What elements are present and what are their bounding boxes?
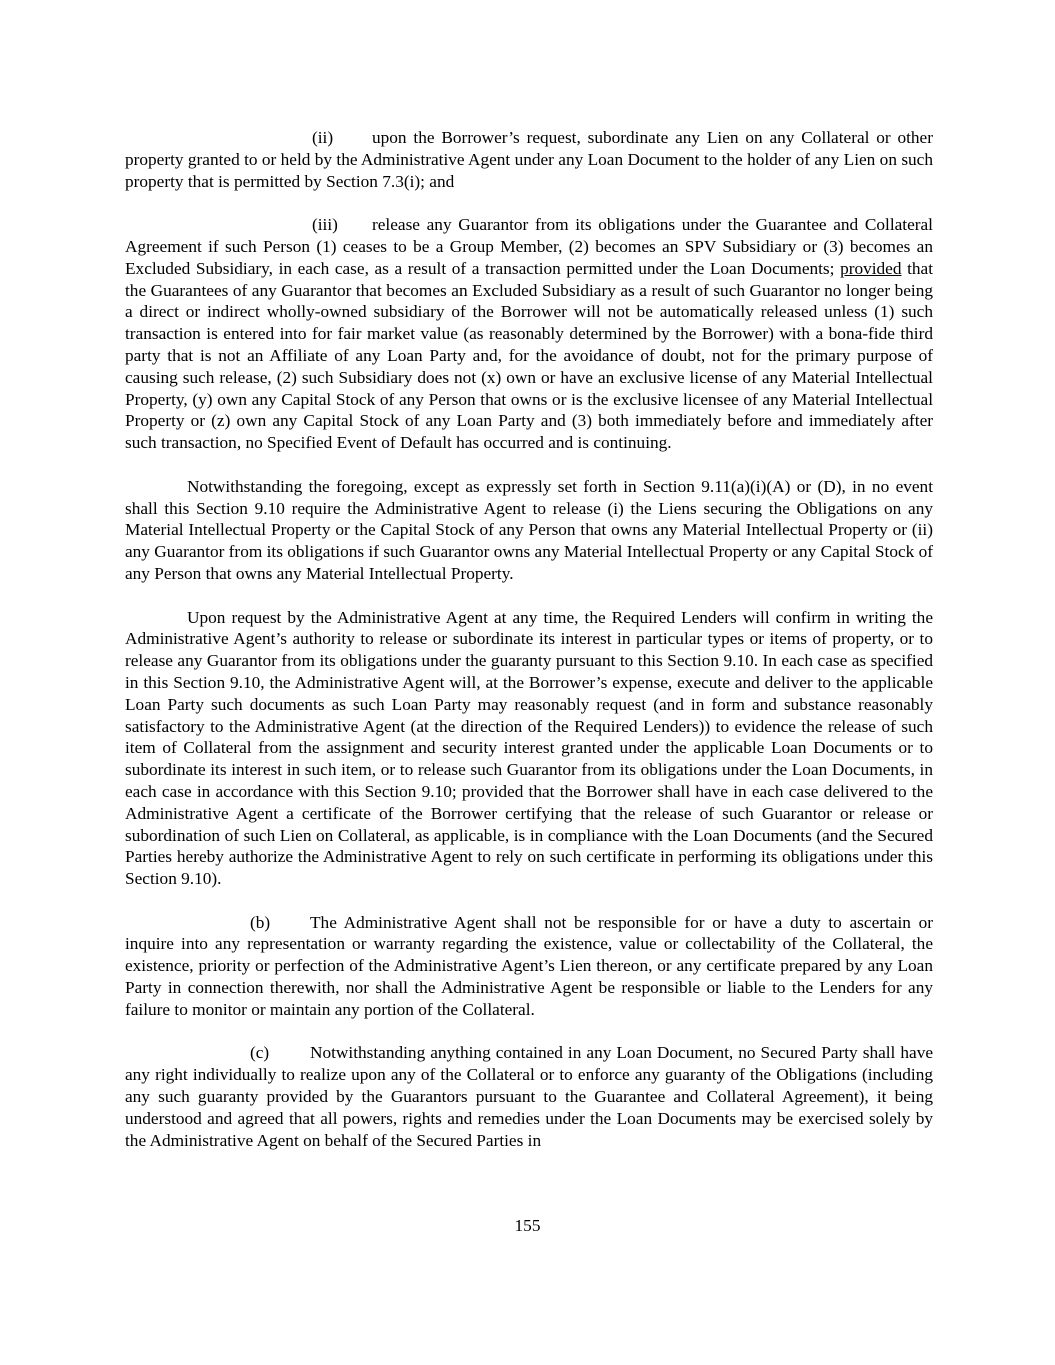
paragraph-ii-label: (ii) <box>312 128 334 147</box>
paragraph-iii-text-before: release any Guarantor from its obligations under the Guarantee and Collateral Agreement if such Person (1) ceases to be a Group Member, (2) becomes an SPV Subsidiary or (3) becomes an Excluded Subsidiary, in each case, as a result of a transaction permitted under the Loan Documents; <box>125 215 933 278</box>
provided-underlined: provided <box>840 258 902 278</box>
paragraph-iii-text-after: that the Guarantees of any Guarantor that becomes an Excluded Subsidiary as a result of such Guarantor no longer being a direct or indirect wholly-owned subsidiary of the Borrower will not be automatically released unless (1) such transaction is entered into for fair market value (as reasonably determined by the Borrower) with a bona-fide third party that is not an Affiliate of any Loan Party and, for the avoidance of doubt, not for the primary purpose of causing such release, (2) such Subsidiary does not (x) own or have an exclusive license of any Material Intellectual Property, (y) own any Capital Stock of any Person that owns or is the exclusive licensee of any Material Intellectual Property or (z) own any Capital Stock of any Loan Party and (3) both immediately before and immediately after such transaction, no Specified Event of Default has occurred and is continuing. <box>125 258 934 453</box>
paragraph-c-text: Notwithstanding anything contained in any Loan Document, no Secured Party shall have any right individually to realize upon any of the Collateral or to enforce any guaranty of the Obligations (including any such guaranty provided by the Guarantors pursuant to the Guarantee and Collateral Agreement), it being understood and agreed that all powers, rights and remedies under the Loan Documents may be exercised solely by the Administrative Agent on behalf of the Secured Parties in <box>125 1043 933 1150</box>
paragraph-iii <box>125 214 933 454</box>
page-number: 155 <box>514 1216 541 1235</box>
paragraph-notwithstanding: Notwithstanding the foregoing, except as expressly set forth in Section 9.11(a)(i)(A) or (D), in no event shall this Section 9.10 require the Administrative Agent to release (i) the Liens securing the Obligations on any Material Intellectual Property or the Capital Stock of any Person that owns any Material Intellectual Property or (ii) any Guarantor from its obligations if such Guarantor owns any Material Intellectual Property or any Capital Stock of any Person that owns any Material Intellectual Property. <box>125 476 933 583</box>
document-body <box>125 127 933 1151</box>
paragraph-b <box>125 912 933 1021</box>
paragraph-b-label: (b) <box>250 912 271 932</box>
paragraph-c <box>125 1042 933 1151</box>
paragraph-b-text: The Administrative Agent shall not be responsible for or have a duty to ascertain or inquire into any representation or warranty regarding the existence, value or collectability of the Collateral, the existence, priority or perfection of the Administrative Agent’s Lien thereon, or any certificate prepared by any Loan Party in connection therewith, nor shall the Administrative Agent be responsible or liable to the Lenders for any failure to monitor or maintain any portion of the Collateral. <box>125 912 933 1019</box>
paragraph-iii-label: (iii) <box>312 215 338 235</box>
paragraph-upon-request: Upon request by the Administrative Agent at any time, the Required Lenders will confirm in writing the Administrative Agent’s authority to release or subordinate its interest in particular types or items of property, or to release any Guarantor from its obligations under the guaranty pursuant to this Section 9.10. In each case as specified in this Section 9.10, the Administrative Agent will, at the Borrower’s expense, execute and deliver to the applicable Loan Party such documents as such Loan Party may reasonably request (and in form and substance reasonably satisfactory to the Administrative Agent (at the direction of the Required Lenders)) to evidence the release of such item of Collateral from the assignment and security interest granted under the applicable Loan Documents or to subordinate its interest in such item, or to release such Guarantor from its obligations under the Loan Documents, in each case in accordance with this Section 9.10; provided that the Borrower shall have in each case delivered to the Administrative Agent a certificate of the Borrower certifying that the release of such Guarantor or release or subordination of such Lien on Collateral, as applicable, is in compliance with the Loan Documents (and the Secured Parties hereby authorize the Administrative Agent to rely on such certificate in performing its obligations under this Section 9.10). <box>125 607 933 889</box>
paragraph-c-label: (c) <box>250 1043 270 1063</box>
paragraph-ii-text: upon the Borrower’s request, subordinate any Lien on any Collateral or other property granted to or held by the Administrative Agent under any Loan Document to the holder of any Lien on such property that is permitted by Section 7.3(i); and <box>125 128 933 191</box>
paragraph-ii <box>125 127 933 192</box>
